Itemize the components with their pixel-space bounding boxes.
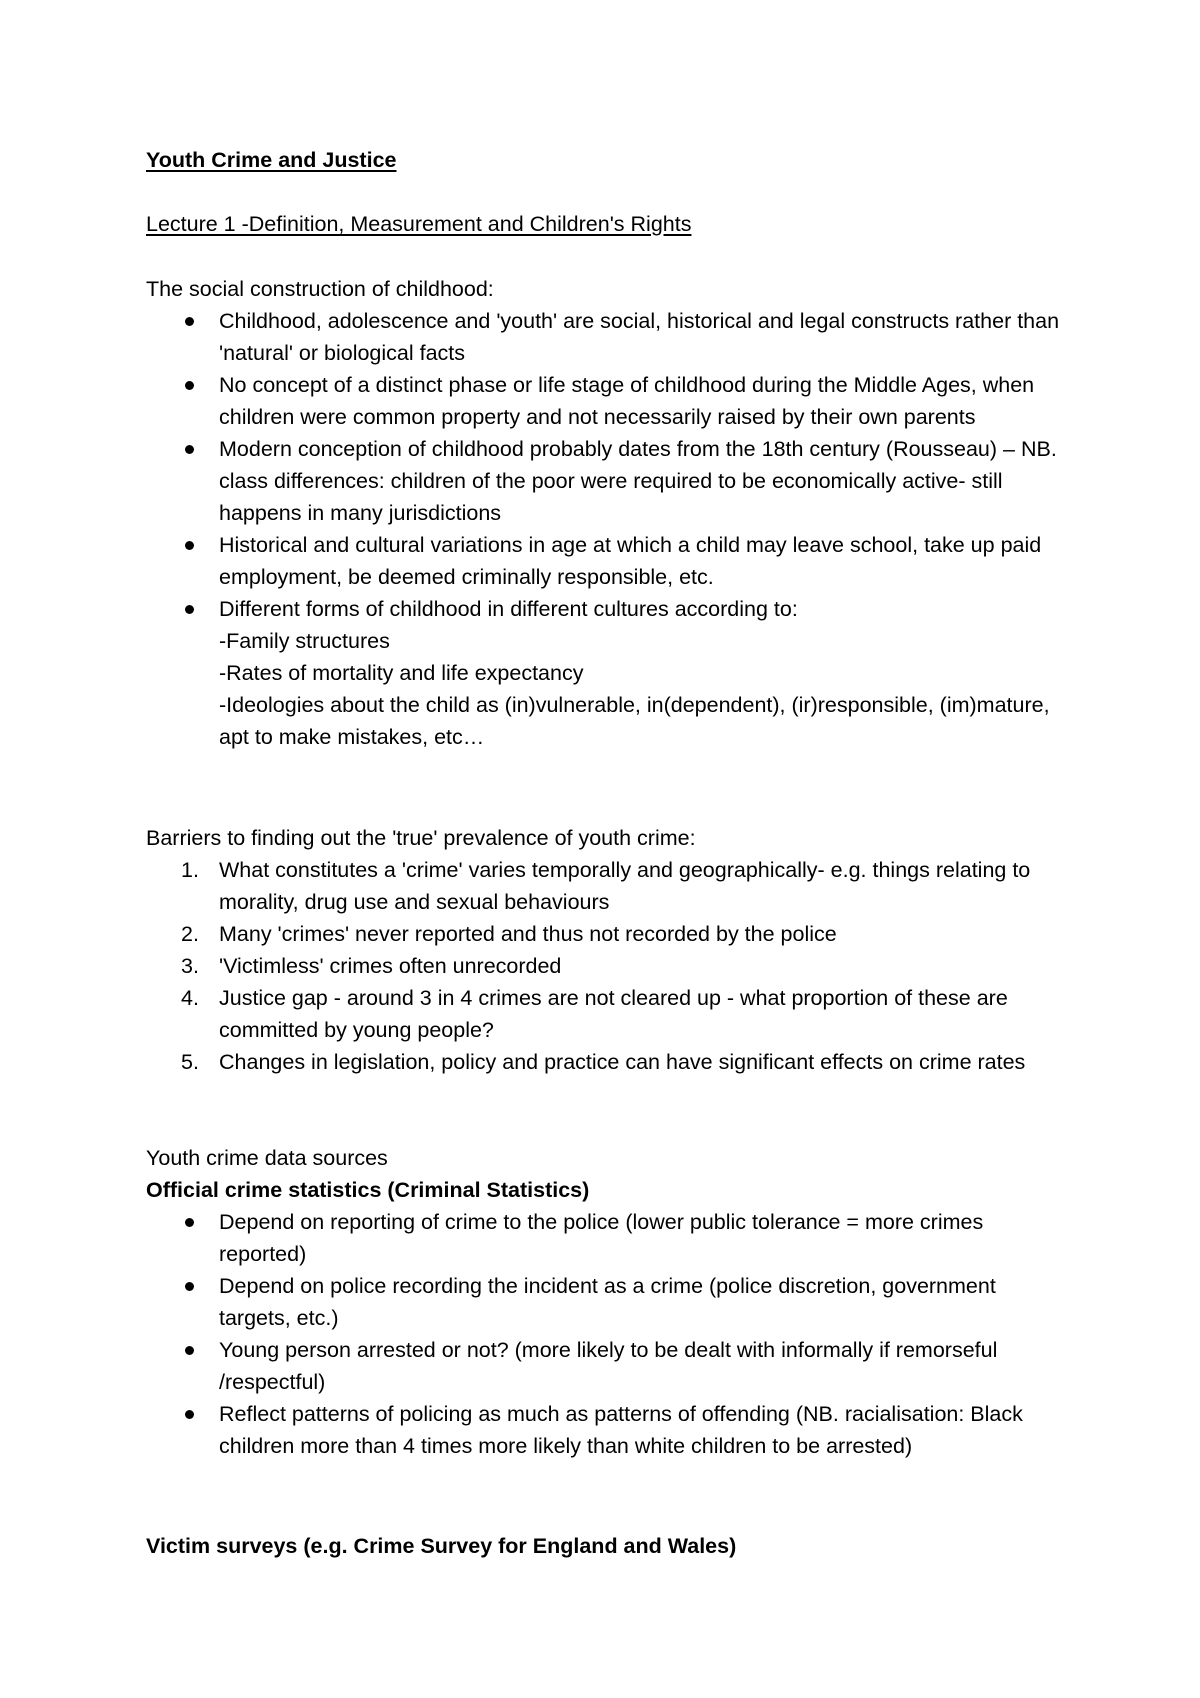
list-item xyxy=(146,918,1066,950)
list-item-text: What constitutes a 'crime' varies temporally and geographically- e.g. things relating to morality, drug use and sexual behaviours xyxy=(219,858,1031,914)
list-item: Historical and cultural variations in age at which a child may leave school, take up paid employment, be deemed criminally responsible, etc. xyxy=(146,529,1066,593)
document-title: Youth Crime and Justice xyxy=(146,148,397,172)
sub-item: -Ideologies about the child as (in)vulnerable, in(dependent), (ir)responsible, (im)mature, apt to make mistakes, etc… xyxy=(219,693,1050,749)
section-barriers xyxy=(146,822,1066,1078)
list-item: Depend on police recording the incident as a crime (police discretion, government targets, etc.) xyxy=(146,1270,1066,1334)
section-intro: The social construction of childhood: xyxy=(146,277,494,301)
list-item: Reflect patterns of policing as much as patterns of offending (NB. racialisation: Black children more than 4 times more likely than white children to be arrested) xyxy=(146,1398,1066,1462)
list-item-text: Justice gap - around 3 in 4 crimes are not cleared up - what proportion of these are committed by young people? xyxy=(219,986,1008,1042)
list-item-text: 'Victimless' crimes often unrecorded xyxy=(219,954,562,978)
list-item xyxy=(146,593,1066,753)
list-item xyxy=(146,854,1066,918)
list-number: 1. xyxy=(181,858,199,882)
list-item xyxy=(146,950,1066,982)
list-item: Modern conception of childhood probably dates from the 18th century (Rousseau) – NB. class differences: children of the poor were required to be economically active- still happens in many jurisdictions xyxy=(146,433,1066,529)
list-item xyxy=(146,982,1066,1046)
sub-item: -Rates of mortality and life expectancy xyxy=(219,661,584,685)
section-heading: Official crime statistics (Criminal Statistics) xyxy=(146,1178,590,1202)
section-intro: Barriers to finding out the 'true' prevalence of youth crime: xyxy=(146,826,696,850)
list-item-text: Many 'crimes' never reported and thus not recorded by the police xyxy=(219,922,837,946)
list-item-text: Different forms of childhood in different cultures according to: xyxy=(219,597,798,621)
list-item: No concept of a distinct phase or life stage of childhood during the Middle Ages, when children were common property and not necessarily raised by their own parents xyxy=(146,369,1066,433)
section-social-construction xyxy=(146,273,1066,753)
list-number: 4. xyxy=(181,986,199,1010)
list-item: Childhood, adolescence and 'youth' are social, historical and legal constructs rather than 'natural' or biological facts xyxy=(146,305,1066,369)
section-data-sources xyxy=(146,1142,1066,1462)
list-number: 2. xyxy=(181,922,199,946)
bullet-list xyxy=(146,305,1066,753)
list-item xyxy=(146,1046,1066,1078)
lecture-heading: Lecture 1 -Definition, Measurement and Children's Rights xyxy=(146,212,692,236)
section-heading: Victim surveys (e.g. Crime Survey for England and Wales) xyxy=(146,1534,737,1558)
bullet-list xyxy=(146,1206,1066,1462)
section-intro: Youth crime data sources xyxy=(146,1146,388,1170)
numbered-list xyxy=(146,854,1066,1078)
list-item-text: Changes in legislation, policy and practice can have significant effects on crime rates xyxy=(219,1050,1026,1074)
sub-item: -Family structures xyxy=(219,629,390,653)
list-item: Young person arrested or not? (more likely to be dealt with informally if remorseful /respectful) xyxy=(146,1334,1066,1398)
list-number: 3. xyxy=(181,954,199,978)
list-item: Depend on reporting of crime to the police (lower public tolerance = more crimes reported) xyxy=(146,1206,1066,1270)
list-number: 5. xyxy=(181,1050,199,1074)
